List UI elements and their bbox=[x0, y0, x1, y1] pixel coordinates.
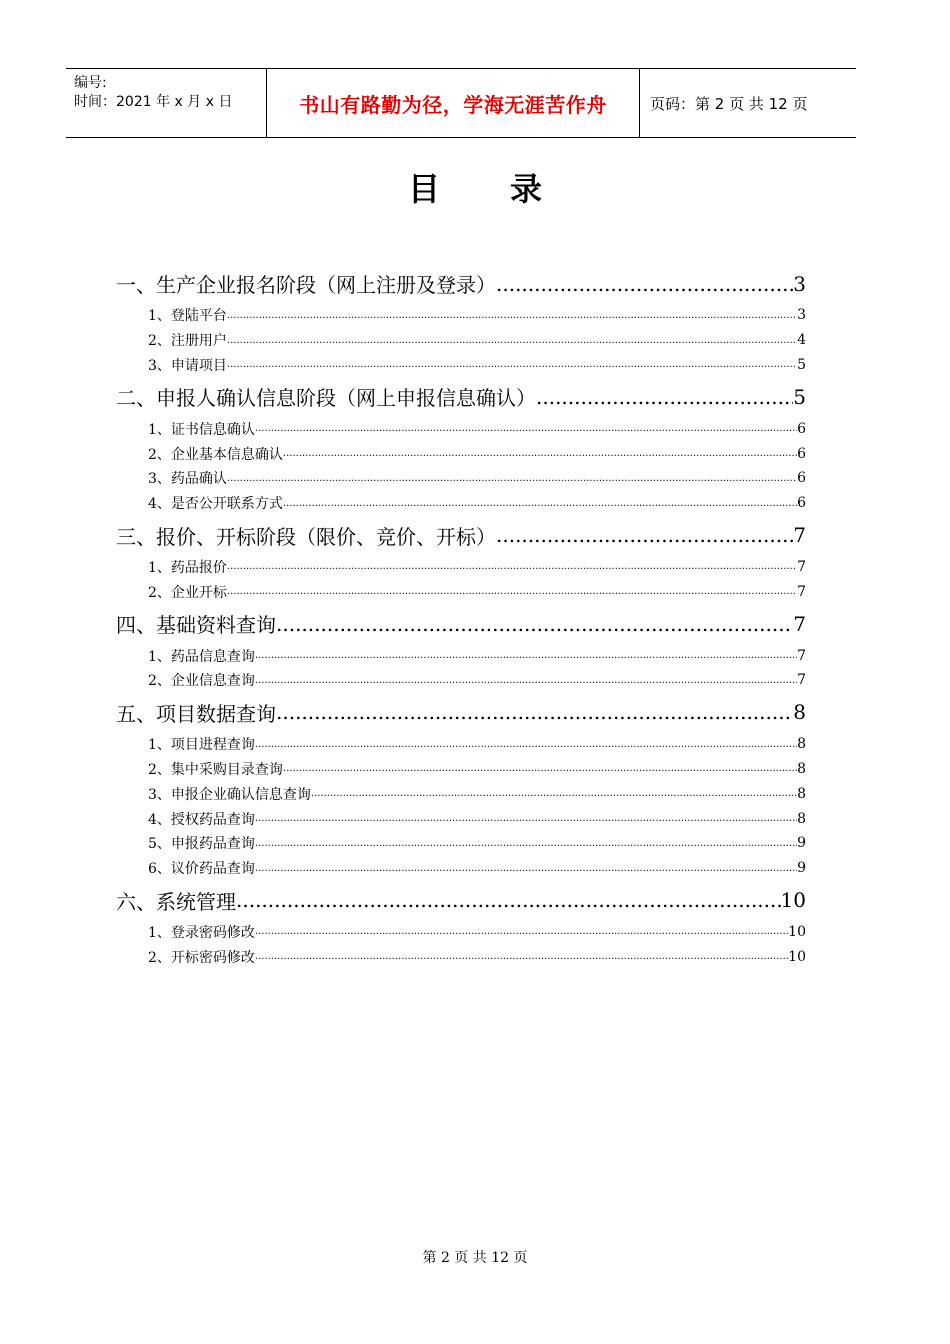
toc-page-number: 10 bbox=[780, 888, 806, 913]
toc-section-entry[interactable] bbox=[116, 264, 806, 303]
toc-leader-dots bbox=[227, 335, 797, 346]
toc-subsection-entry[interactable] bbox=[116, 441, 806, 466]
toc-page-number: 6 bbox=[797, 470, 806, 487]
toc-page-number: 8 bbox=[797, 810, 806, 827]
toc-page-number: 8 bbox=[797, 785, 806, 802]
toc-entry-text: 六、系统管理 bbox=[116, 889, 236, 914]
toc-leader-dots bbox=[227, 310, 797, 321]
toc-leader-dots bbox=[227, 586, 797, 597]
toc-entry-text: 3、申报企业确认信息查询 bbox=[148, 786, 311, 803]
toc-leader-dots bbox=[255, 675, 797, 686]
toc-page-number: 6 bbox=[797, 445, 806, 462]
toc-leader-dots bbox=[311, 788, 797, 799]
toc-leader-dots bbox=[536, 385, 793, 409]
toc-leader-dots bbox=[496, 523, 793, 547]
toc-entry-text: 1、项目进程查询 bbox=[148, 737, 255, 754]
toc-entry-text: 1、证书信息确认 bbox=[148, 421, 255, 438]
toc-entry-text: 1、登陆平台 bbox=[148, 308, 227, 325]
toc-page-number: 9 bbox=[797, 835, 806, 852]
toc-entry-text: 2、集中采购目录查询 bbox=[148, 761, 283, 778]
toc-subsection-entry[interactable] bbox=[116, 466, 806, 491]
toc-entry-text: 2、注册用户 bbox=[148, 333, 227, 350]
toc-subsection-entry[interactable] bbox=[116, 555, 806, 580]
toc-leader-dots bbox=[276, 700, 793, 724]
toc-subsection-entry[interactable] bbox=[116, 416, 806, 441]
toc-entry-text: 3、药品确认 bbox=[148, 471, 227, 488]
toc-subsection-entry[interactable] bbox=[116, 732, 806, 757]
toc-entry-text: 三、报价、开标阶段（限价、竞价、开标） bbox=[116, 524, 496, 549]
toc-page-number: 10 bbox=[788, 923, 806, 940]
header-table bbox=[66, 68, 856, 138]
toc-entry-text: 四、基础资料查询 bbox=[116, 613, 276, 638]
toc-page-number: 6 bbox=[797, 495, 806, 512]
page-footer: 第 2 页 共 12 页 bbox=[422, 1250, 528, 1266]
toc-page-number: 7 bbox=[793, 611, 806, 636]
toc-subsection-entry[interactable] bbox=[116, 353, 806, 378]
toc-leader-dots bbox=[255, 650, 797, 661]
toc-subsection-entry[interactable] bbox=[116, 303, 806, 328]
time-label: 时间：2021 年 x 月 x 日 bbox=[74, 94, 233, 110]
toc-leader-dots bbox=[255, 926, 788, 937]
toc-page-number: 4 bbox=[797, 332, 806, 349]
number-label: 编号: bbox=[74, 75, 107, 91]
toc-section-entry[interactable] bbox=[116, 693, 806, 732]
toc-entry-text: 6、议价药品查询 bbox=[148, 861, 255, 878]
toc-entry-text: 2、开标密码修改 bbox=[148, 949, 255, 966]
title-char-2: 录 bbox=[510, 170, 543, 208]
toc-page-number: 3 bbox=[793, 271, 806, 296]
toc-subsection-entry[interactable] bbox=[116, 643, 806, 668]
toc-subsection-entry[interactable] bbox=[116, 579, 806, 604]
toc-leader-dots bbox=[255, 863, 797, 874]
toc-subsection-entry[interactable] bbox=[116, 806, 806, 831]
toc-page-number: 7 bbox=[797, 647, 806, 664]
toc-leader-dots bbox=[227, 473, 797, 484]
toc-page-number: 6 bbox=[797, 420, 806, 437]
toc-subsection-entry[interactable] bbox=[116, 328, 806, 353]
toc-page-number: 7 bbox=[797, 558, 806, 575]
toc-subsection-entry[interactable] bbox=[116, 491, 806, 516]
toc-leader-dots bbox=[255, 838, 797, 849]
toc-leader-dots bbox=[283, 448, 797, 459]
toc-leader-dots bbox=[236, 888, 781, 912]
toc-entry-text: 4、是否公开联系方式 bbox=[148, 496, 283, 513]
toc-subsection-entry[interactable] bbox=[116, 856, 806, 881]
toc-subsection-entry[interactable] bbox=[116, 944, 806, 969]
title-char-1: 目 bbox=[407, 170, 440, 208]
page-title bbox=[0, 164, 950, 210]
toc-leader-dots bbox=[276, 612, 793, 636]
toc-entry-text: 5、申报药品查询 bbox=[148, 836, 255, 853]
toc-entry-text: 2、企业开标 bbox=[148, 584, 227, 601]
toc-page-number: 9 bbox=[797, 860, 806, 877]
toc-page-number: 8 bbox=[793, 700, 806, 725]
header-motto: 书山有路勤为径，学海无涯苦作舟 bbox=[267, 69, 640, 137]
toc-page-number: 10 bbox=[788, 948, 806, 965]
toc-leader-dots bbox=[255, 951, 788, 962]
header-meta-cell bbox=[66, 69, 267, 137]
toc-leader-dots bbox=[255, 739, 797, 750]
toc-entry-text: 4、授权药品查询 bbox=[148, 811, 255, 828]
toc-subsection-entry[interactable] bbox=[116, 668, 806, 693]
toc-subsection-entry[interactable] bbox=[116, 831, 806, 856]
toc-section-entry[interactable] bbox=[116, 516, 806, 555]
header-page-info: 页码：第 2 页 共 12 页 bbox=[650, 94, 808, 113]
toc-subsection-entry[interactable] bbox=[116, 757, 806, 782]
toc-entry-text: 2、企业基本信息确认 bbox=[148, 446, 283, 463]
toc-subsection-entry[interactable] bbox=[116, 781, 806, 806]
toc-section-entry[interactable] bbox=[116, 377, 806, 416]
toc-leader-dots bbox=[496, 272, 793, 296]
toc-entry-text: 一、生产企业报名阶段（网上注册及登录） bbox=[116, 273, 496, 297]
toc-leader-dots bbox=[255, 423, 797, 434]
toc-leader-dots bbox=[283, 763, 797, 774]
toc-section-entry[interactable] bbox=[116, 604, 806, 643]
toc-page-number: 7 bbox=[793, 523, 806, 548]
toc-entry-text: 1、药品报价 bbox=[148, 559, 227, 576]
toc-page-number: 3 bbox=[797, 307, 806, 324]
toc-leader-dots bbox=[283, 498, 797, 509]
toc-page-number: 5 bbox=[797, 356, 806, 373]
toc-entry-text: 3、申请项目 bbox=[148, 357, 227, 374]
toc-page-number: 8 bbox=[797, 736, 806, 753]
toc-entry-text: 1、登录密码修改 bbox=[148, 924, 255, 941]
toc-section-entry[interactable] bbox=[116, 881, 806, 920]
toc-page-number: 5 bbox=[793, 384, 806, 409]
toc-entry-text: 五、项目数据查询 bbox=[116, 701, 276, 726]
toc-page-number: 7 bbox=[797, 583, 806, 600]
toc-leader-dots bbox=[255, 813, 797, 824]
table-of-contents bbox=[116, 264, 806, 969]
toc-entry-text: 2、企业信息查询 bbox=[148, 673, 255, 690]
toc-entry-text: 1、药品信息查询 bbox=[148, 648, 255, 665]
toc-page-number: 8 bbox=[797, 760, 806, 777]
toc-subsection-entry[interactable] bbox=[116, 920, 806, 945]
toc-leader-dots bbox=[227, 561, 797, 572]
toc-entry-text: 二、申报人确认信息阶段（网上申报信息确认） bbox=[116, 386, 536, 411]
toc-leader-dots bbox=[227, 359, 797, 370]
toc-page-number: 7 bbox=[797, 672, 806, 689]
